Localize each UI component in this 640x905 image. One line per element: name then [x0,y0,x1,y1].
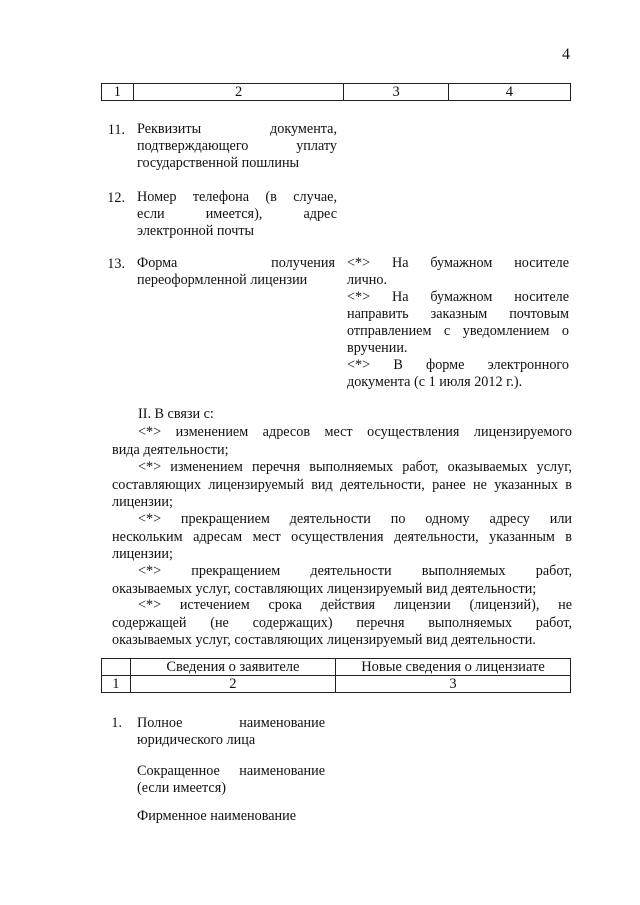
reason-line: <*> изменением перечня выполняемых работ, оказываемых услуг, [138,459,572,475]
item-13-label [137,255,335,289]
column-number-cell: 2 [130,676,335,693]
option-paper-personal [347,255,569,289]
item-label-line: если имеется), адрес [137,206,337,222]
table-row [102,84,571,101]
reason-line: содержащей (не содержащих) перечня выполняемых работ, [112,614,572,631]
table-row [102,676,571,693]
item-number: 11. [107,122,125,138]
column-number-cell: 1 [102,676,131,693]
empty-header-cell [102,659,131,676]
reason-line: оказываемых услуг, составляющих лицензируемый вид деятельности; [112,580,537,597]
column-number-table [101,83,571,101]
short-name-label [137,763,325,797]
reason-address-termination [112,511,572,564]
item-11-label [137,121,337,172]
column-number-cell: 3 [335,676,570,693]
column-number-cell: 3 [344,84,448,101]
option-paper-mail [347,289,569,357]
section-heading: II. В связи с: [138,406,214,422]
item-12-label [137,189,337,240]
label-line: (если имеется) [137,780,226,796]
item-label-line: Номер телефона (в случае, [137,189,337,205]
option-line: <*> На бумажном носителе [347,289,569,305]
label-line: юридического лица [137,732,256,748]
table-header: Новые сведения о лицензиате [335,659,570,676]
item-label-line: электронной почты [137,223,255,239]
item-label-line: подтверждающего уплату [137,138,337,154]
reason-address-change [112,424,572,459]
brand-name-label: Фирменное наименование [137,808,296,824]
reason-line: составляющих лицензируемый вид деятельности, ранее не указанных в [112,476,572,493]
item-label-line: Реквизиты документа, [137,121,337,137]
item-number: 13. [107,256,125,272]
reason-line: лицензии; [112,546,173,562]
item-label-line: переоформленной лицензии [137,272,308,288]
reason-line: вида деятельности; [112,441,229,458]
reason-line: <*> изменением адресов мест осуществления лицензируемого [138,424,572,440]
item-label-line: Форма получения [137,255,335,271]
label-line: Полное наименование [137,715,325,731]
reason-license-expiry [112,597,572,650]
column-number-cell: 4 [448,84,570,101]
column-number-cell: 2 [133,84,344,101]
reason-line: <*> истечением срока действия лицензии (лицензий), не [138,597,572,613]
page-number: 4 [562,46,570,63]
item-label-line: государственной пошлины [137,155,300,171]
reason-line: <*> прекращением деятельности по одному адресу или [138,511,572,527]
option-line: вручении. [347,340,408,356]
option-electronic [347,357,569,391]
label-line: Сокращенное наименование [137,763,325,779]
item-number: 12. [107,190,125,206]
table-header: Сведения о заявителе [130,659,335,676]
item-number: 1. [111,715,122,731]
option-line: <*> В форме электронного [347,357,569,373]
option-line: документа (с 1 июля 2012 г.). [347,374,523,390]
option-line: лично. [347,272,388,288]
column-number-cell: 1 [102,84,134,101]
option-line: направить заказным почтовым [347,306,569,322]
reason-works-change [112,459,572,512]
reason-works-termination [112,563,572,598]
applicant-info-table [101,658,571,693]
reason-line: лицензии; [112,494,173,510]
reason-line: нескольким адресам мест осуществления деятельности, указанным в [112,528,572,545]
option-line: отправлением с уведомлением о [347,323,569,339]
table-header-row [102,659,571,676]
reason-line: <*> прекращением деятельности выполняемых работ, [138,563,572,579]
option-line: <*> На бумажном носителе [347,255,569,271]
reason-line: оказываемых услуг, составляющих лицензируемый вид деятельности. [112,632,536,648]
full-name-label [137,715,325,749]
